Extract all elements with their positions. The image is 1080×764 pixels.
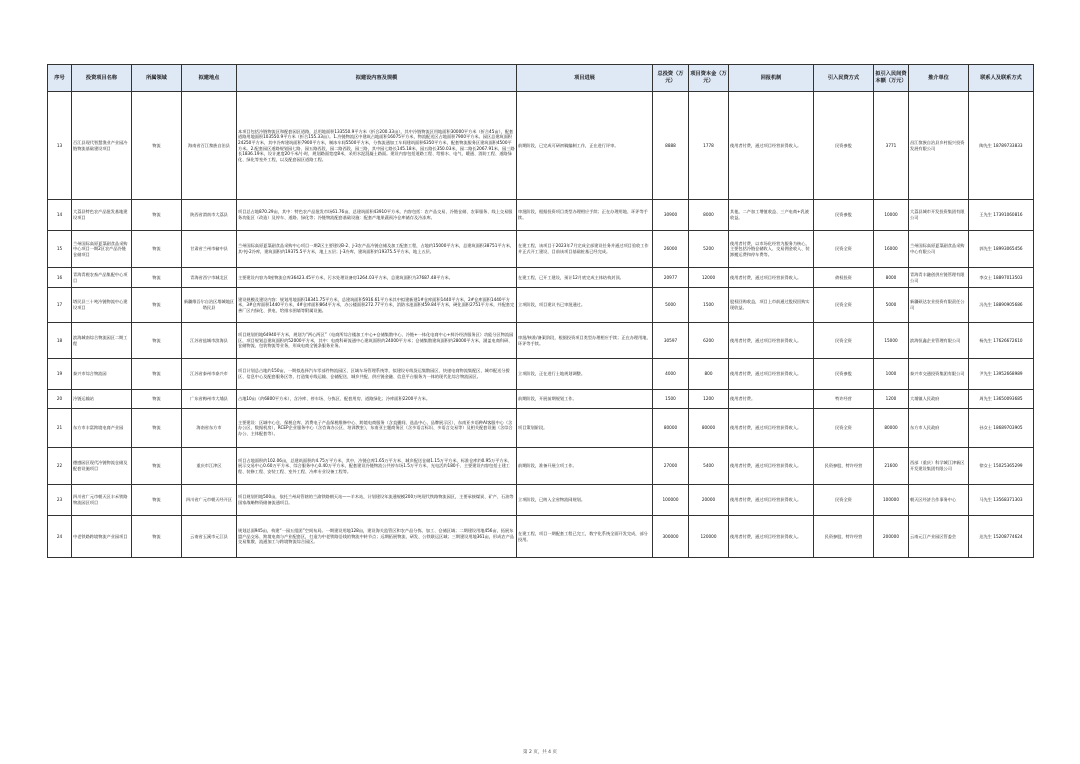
header-cell: 推介单位 bbox=[909, 65, 969, 92]
cell-promoter: 青海青丰融创供应链管理有限公司 bbox=[909, 268, 969, 288]
cell-capital: 8000 bbox=[689, 200, 729, 231]
cell-content: 主要建设内容为4座物流仓库36423.45平方米，污水处理设备房1264.03平方米，总建筑面积为37687.48平方米。 bbox=[237, 268, 517, 288]
cell-contact: 马先生 13568371303 bbox=[969, 485, 1034, 516]
cell-return: 股权回购收益，项目上市前通过股权回购实现收益。 bbox=[729, 288, 814, 323]
cell-location: 甘肃省兰州市榆中县 bbox=[182, 231, 237, 268]
cell-private: 21600 bbox=[874, 448, 909, 485]
table-row bbox=[48, 390, 1034, 409]
cell-field: 物流 bbox=[132, 92, 182, 200]
cell-capital: 20000 bbox=[689, 485, 729, 516]
cell-location: 四川省广元市朝天经开区 bbox=[182, 485, 237, 516]
cell-content: 项目规划用地64940平方米，规划为“两心两区”（电商所综合楼加工中心+仓储集散中心、冷链+一体化电商中心+鲜冷经济服务区）功能分区物流园区，项目规划总建筑面积约52000平方米，其中：电商科研流通中心建筑面积约24000平方米；仓储集散建筑面积约28000平方米，涵盖电商科研、仓储物流、包装物流等业务，形成电商全链条服务业务。 bbox=[237, 323, 517, 359]
cell-return: 其他，二产加工增值收益、三产电商+乳液收益。 bbox=[729, 200, 814, 231]
cell-name: 德感园区现代冷链物流仓储及配套设施项目 bbox=[72, 448, 132, 485]
table-row bbox=[48, 92, 1034, 200]
cell-return: 使用者付费，通过项目经营获得收入。 bbox=[729, 92, 814, 200]
cell-promoter: 西部（重庆）科学城江津新区开发建设集团有限公司 bbox=[909, 448, 969, 485]
cell-location: 海南省东方市 bbox=[182, 409, 237, 448]
cell-private: 100000 bbox=[874, 485, 909, 516]
cell-return: 使用者付费，通过项目经营获得收入。 bbox=[729, 516, 814, 558]
cell-name: 青海青税农畜产品集配中心项目 bbox=[72, 268, 132, 288]
header-cell: 项目资本金（万元） bbox=[689, 65, 729, 92]
cell-capital: 5200 bbox=[689, 231, 729, 268]
cell-progress: 审批/核准/备案阶段，根据投资项目类型办理相应手续；正在办理用地、环评等手续。 bbox=[517, 323, 653, 359]
cell-field: 物流 bbox=[132, 448, 182, 485]
cell-no: 22 bbox=[48, 448, 72, 485]
cell-promoter: 昌江黎族自治县乡村振兴投资发展有限公司 bbox=[909, 92, 969, 200]
cell-no: 17 bbox=[48, 288, 72, 323]
cell-no: 21 bbox=[48, 409, 72, 448]
cell-promoter: 兰州国际高原夏菜副食品采购中心有限公司 bbox=[909, 231, 969, 268]
cell-content: 项目计划总占地约150亩，一期拟选择汽车零部件物流园区、区域车场管理系统等，拟建设专线货运集散园区、快递电商物流集配区、城市配送分拨区、信息中心及配套服务区等，打造集专线运输、仓储配送、城乡共配、供应链金融、信息平台服务为一体的现代化综合物流园区。 bbox=[237, 359, 517, 390]
cell-contact: 李女士 18897013503 bbox=[969, 268, 1034, 288]
cell-no: 24 bbox=[48, 516, 72, 558]
cell-name: 百江县现代智慧渔业产业园冷链物流基础建设项目 bbox=[72, 92, 132, 200]
cell-content: 规划总面945亩，构建“一园五组团”空间布局。一期建设用地128亩，建设海关监管区和农产品分拣、加工、仓储区域；二期建设用地456亩，拓展东盟产品交易、跨境电商与产业配套区，打造为中老铁路沿线的物流中转节点；远期拓展物流、研发、公铁联运区域；三期建设用地361亩，形成农产品交易集散、流通加工与跨境物流综合园区。 bbox=[237, 516, 517, 558]
cell-total: 100000 bbox=[653, 485, 689, 516]
cell-progress: 立项阶段，正在进行土地规划调整。 bbox=[517, 359, 653, 390]
cell-contact: 尹先生 13952668989 bbox=[969, 359, 1034, 390]
cell-field: 物流 bbox=[132, 323, 182, 359]
cell-promoter: 新疆硕达农业投资有限责任公司 bbox=[909, 288, 969, 323]
cell-location: 青海省西宁市城北区 bbox=[182, 268, 237, 288]
cell-total: 26000 bbox=[653, 231, 689, 268]
cell-private: 16000 bbox=[874, 231, 909, 268]
cell-progress: 前期阶段，开展前期规划工作。 bbox=[517, 390, 653, 409]
cell-no: 23 bbox=[48, 485, 72, 516]
header-cell: 引入民资方式 bbox=[814, 65, 874, 92]
header-cell: 所属领域 bbox=[132, 65, 182, 92]
cell-mode: 债权投资 bbox=[814, 268, 874, 288]
cell-no: 13 bbox=[48, 92, 72, 200]
table-row bbox=[48, 448, 1034, 485]
header-cell: 拟引入民间资本额（万元） bbox=[874, 65, 909, 92]
cell-promoter: 大荔县城市开发投资集团有限公司 bbox=[909, 200, 969, 231]
cell-contact: 徐女士 15025365299 bbox=[969, 448, 1034, 485]
cell-progress: 前期阶段，已完成可研初稿编制工作，正在进行评审。 bbox=[517, 92, 653, 200]
cell-no: 14 bbox=[48, 200, 72, 231]
cell-progress: 立项阶段，已纳入全省物流网规划。 bbox=[517, 485, 653, 516]
cell-name: 塔民县三十吨冷链物流中心建设项目 bbox=[72, 288, 132, 323]
cell-contact: 杨先生 17626672610 bbox=[969, 323, 1034, 359]
cell-mode: 民资全资 bbox=[814, 288, 874, 323]
table-row bbox=[48, 288, 1034, 323]
cell-field: 物流 bbox=[132, 485, 182, 516]
header-cell: 联系人及联系方式 bbox=[969, 65, 1034, 92]
cell-return: 使用者付费，通过项目经营获得收入。 bbox=[729, 485, 814, 516]
cell-progress: 在建工程，已开工建设，预计12月底完成主体结构封顶。 bbox=[517, 268, 653, 288]
header-cell: 拟建设内容及规模 bbox=[237, 65, 517, 92]
cell-no: 18 bbox=[48, 323, 72, 359]
cell-mode: 民资参股 bbox=[814, 200, 874, 231]
cell-total: 8888 bbox=[653, 92, 689, 200]
cell-mode: 民资参股 bbox=[814, 359, 874, 390]
cell-name: 东方市丰富跨境电商产业园 bbox=[72, 409, 132, 448]
cell-content: 兰州国际高原夏菜副食品采购中心项目一期2区主要建设B-2、J-3农产品冷链仓储及加工配套工程，占地约15000平方米，总建筑面积38751平方米，其中J-2冷库，建筑面积约19375.5平方米，地上五层；J-3冷库，建筑面积约19375.5平方米，地上五层。 bbox=[237, 231, 517, 268]
cell-contact: 孙女士 18689703905 bbox=[969, 409, 1034, 448]
cell-progress: 审批阶段，根据投资项目类型办理相应手续；正在办理用地、环评等手续。 bbox=[517, 200, 653, 231]
cell-no: 20 bbox=[48, 390, 72, 409]
cell-location: 江苏省盐城市滨海县 bbox=[182, 323, 237, 359]
cell-name: 大荔县特色农产品批发基地建设项目 bbox=[72, 200, 132, 231]
header-cell: 项目进展 bbox=[517, 65, 653, 92]
cell-capital: 1778 bbox=[689, 92, 729, 200]
cell-capital: 120000 bbox=[689, 516, 729, 558]
cell-promoter: 东方市人民政府 bbox=[909, 409, 969, 448]
header-cell: 总投资（万元） bbox=[653, 65, 689, 92]
cell-mode: 民资参股、特许经营 bbox=[814, 516, 874, 558]
cell-content: 项目规划用地500亩，依托兰州局管辖的兰渝铁路朝天站——羊木站，计划建设年流通规模200万吨现代铁路物流园区，主要承接煤炭、矿产、石油等国家战略物资储备流通项目。 bbox=[237, 485, 517, 516]
table-row bbox=[48, 409, 1034, 448]
cell-name: 中老铁路跨境物流产业园项目 bbox=[72, 516, 132, 558]
table-row bbox=[48, 323, 1034, 359]
cell-private: 80000 bbox=[874, 409, 909, 448]
cell-field: 物流 bbox=[132, 268, 182, 288]
table-row bbox=[48, 231, 1034, 268]
cell-capital: 6200 bbox=[689, 323, 729, 359]
cell-total: 4000 bbox=[653, 359, 689, 390]
cell-field: 物流 bbox=[132, 231, 182, 268]
cell-total: 80000 bbox=[653, 409, 689, 448]
table-row bbox=[48, 359, 1034, 390]
table-row bbox=[48, 516, 1034, 558]
project-table bbox=[47, 64, 1034, 558]
cell-name: 滨海城南综合物流园区二期工程 bbox=[72, 323, 132, 359]
cell-return: 使用者付费，通过项目经营获得收入。 bbox=[729, 448, 814, 485]
header-cell: 序号 bbox=[48, 65, 72, 92]
cell-promoter: 滨海恒鑫企业管理有限公司 bbox=[909, 323, 969, 359]
cell-field: 物流 bbox=[132, 288, 182, 323]
cell-content: 项目总占地870.29亩，其中：特色农产品批发市场61.76亩，总建筑面积43910平方米，内容包括：农产品交易、冷链仓储、农事服务、线上交易服务功能区（改造）及停车、道路、绿化等；冷链物流配套基础设施：配套产地果蔬预冷仓库储存及冷冻库。 bbox=[237, 200, 517, 231]
cell-mode: 民资全资 bbox=[814, 485, 874, 516]
cell-name: 四川省广元市朝天区丰禾铁路物流园区项目 bbox=[72, 485, 132, 516]
cell-content: 本项目包括冷链物流区和配套园区道路，总用地面积133550.9平方米（折合200.33亩），其中冷链物流区用地面积30000平方米（折合45亩），配套道路用地面积103550.9平方米（折合155.33亩）。1.冷链物流区中建筑占地面积16075平方米，物流配送区占地面积7900平方米。园区总建筑面积24250平方米，其中冷库建筑面积7900平方米，制冰车间5500平方米，分拣流通加工车间建筑面积6350平方米，配套物流服务区建筑面积4500平方米。2.配套园区道路规划园七路、园五路西段、园二路西段、园三路，其中园七路长145.18米，园五路长350.03米，园二路长2067.91米，园三路长1836.19米，设计速度20千米/小时，规划路面宽度8米，采用水泥混凝土路面。建设内容包括道路工程、给排水、电气、暖通、消防工程、道路绿化、绿化等室外工程，以及配套园区道路工程。 bbox=[237, 92, 517, 200]
table-body bbox=[48, 92, 1034, 558]
table-row bbox=[48, 485, 1034, 516]
cell-capital: 1200 bbox=[689, 390, 729, 409]
cell-mode: 民资全资 bbox=[814, 323, 874, 359]
header-cell: 回报机制 bbox=[729, 65, 814, 92]
cell-contact: 陶先生 18789733833 bbox=[969, 92, 1034, 200]
cell-promoter: 大埔镇人民政府 bbox=[909, 390, 969, 409]
table-header bbox=[48, 65, 1034, 92]
cell-field: 物流 bbox=[132, 200, 182, 231]
cell-capital: 12000 bbox=[689, 268, 729, 288]
cell-location: 海南省百江黎族自治县 bbox=[182, 92, 237, 200]
cell-field: 物流 bbox=[132, 516, 182, 558]
cell-progress: 在建工程，项目一期配套工程已完工，数字化系统全面开发完成，部分投用。 bbox=[517, 516, 653, 558]
cell-contact: 周先生 13650093685 bbox=[969, 390, 1034, 409]
cell-location: 新疆维吾尔自治区塔城地区塔民县 bbox=[182, 288, 237, 323]
cell-location: 云南省玉溪市元江县 bbox=[182, 516, 237, 558]
cell-return: 使用者付费，以市场化经营为服务为核心，主要包括冷链仓储收入、交易佣金收入、装卸搬运费和停车费等。 bbox=[729, 231, 814, 268]
header-cell: 拟建地点 bbox=[182, 65, 237, 92]
cell-private: 15000 bbox=[874, 323, 909, 359]
cell-private: 10000 bbox=[874, 200, 909, 231]
cell-private: 200000 bbox=[874, 516, 909, 558]
cell-progress: 项目策划阶段。 bbox=[517, 409, 653, 448]
cell-private: 1200 bbox=[874, 390, 909, 409]
cell-total: 1500 bbox=[653, 390, 689, 409]
cell-name: 泰兴市综合物流园 bbox=[72, 359, 132, 390]
cell-return: 使用者付费，通过项目经营获得收入。 bbox=[729, 268, 814, 288]
cell-contact: 王先生 17391060816 bbox=[969, 200, 1034, 231]
cell-field: 物流 bbox=[132, 409, 182, 448]
cell-no: 19 bbox=[48, 359, 72, 390]
cell-private: 5000 bbox=[874, 288, 909, 323]
cell-mode: 特许经营 bbox=[814, 390, 874, 409]
table-row bbox=[48, 268, 1034, 288]
cell-capital: 1500 bbox=[689, 288, 729, 323]
cell-name: 冷链运输站 bbox=[72, 390, 132, 409]
cell-content: 项目占地面积约102.06亩，总建筑面积约4.75万平方米，其中，冷链仓库1.65万平方米、城乡配送仓储1.15万平方米、标准仓库约0.95万平方米、展示交易中心0.60万平方米、综合服务中心0.40万平方米，配套建设冷链物流公共停车场1.5万平方米、光电活约180千、主要建设内容包括土建工程、装修工程、安装工程、室外工程、冷库专业设备工程等。 bbox=[237, 448, 517, 485]
cell-promoter: 云南元江产业园区管委会 bbox=[909, 516, 969, 558]
cell-contact: 郭先生 18993065456 bbox=[969, 231, 1034, 268]
cell-field: 物流 bbox=[132, 359, 182, 390]
cell-return: 使用者付费，通过项目经营获得收入。 bbox=[729, 409, 814, 448]
cell-location: 陕西省渭南市大荔县 bbox=[182, 200, 237, 231]
cell-total: 30597 bbox=[653, 323, 689, 359]
cell-private: 8000 bbox=[874, 268, 909, 288]
cell-name: 兰州国际高原夏菜副食品采购中心项目一期2区农产品冷链仓储项目 bbox=[72, 231, 132, 268]
cell-return: 使用者付费。 bbox=[729, 390, 814, 409]
header-cell: 投资项目名称 bbox=[72, 65, 132, 92]
cell-contact: 冯先生 18890905686 bbox=[969, 288, 1034, 323]
cell-capital: 5400 bbox=[689, 448, 729, 485]
cell-progress: 在建工程，该项目于2023年7月完成全部建设任务并通过项目验收工作并正式开工建设，目前该项目基础桩基已经完成。 bbox=[517, 231, 653, 268]
cell-total: 20977 bbox=[653, 268, 689, 288]
cell-return: 使用者付费，通过项目经营获得收入。 bbox=[729, 323, 814, 359]
cell-no: 16 bbox=[48, 268, 72, 288]
cell-capital: 800 bbox=[689, 359, 729, 390]
cell-location: 重庆市江津区 bbox=[182, 448, 237, 485]
cell-capital: 80000 bbox=[689, 409, 729, 448]
cell-promoter: 朝天区经济合作事务中心 bbox=[909, 485, 969, 516]
page-number: 第 2 页，共 4 页 bbox=[523, 750, 557, 755]
cell-mode: 民资参股 bbox=[814, 92, 874, 200]
cell-contact: 达先生 15208774624 bbox=[969, 516, 1034, 558]
cell-location: 广东省梅州市大埔县 bbox=[182, 390, 237, 409]
cell-progress: 立项阶段，项目建议书已审批通过。 bbox=[517, 288, 653, 323]
cell-location: 江苏省泰州市泰兴市 bbox=[182, 359, 237, 390]
cell-mode: 民资全资 bbox=[814, 409, 874, 448]
cell-total: 27000 bbox=[653, 448, 689, 485]
cell-total: 300000 bbox=[653, 516, 689, 558]
cell-content: 主要建设：区域中心仓、保税仓库、消费电子产品保税维修中心、跨境电商服务（含直播间、选品中心、品牌展示区），东南亚多语种AI客服中心（含办公区、数据机房），RCEP企业服务中心（含咨询办公区、培训教室），东南亚主题商务区（含多语言标识、多语言交易等）及相关配套设施（含综合办公、主体配套等）。 bbox=[237, 409, 517, 448]
cell-promoter: 泰兴市交通投资集团有限公司 bbox=[909, 359, 969, 390]
cell-total: 5000 bbox=[653, 288, 689, 323]
table-row bbox=[48, 200, 1034, 231]
cell-progress: 前期阶段，准备开展立项工作。 bbox=[517, 448, 653, 485]
cell-mode: 民资参股、特许经营 bbox=[814, 448, 874, 485]
cell-return: 使用者付费，通过项目经营获得收入。 bbox=[729, 359, 814, 390]
cell-mode: 民资全资 bbox=[814, 231, 874, 268]
cell-content: 建设规模及建设内容：规划用地面积18341.75平方米，总建筑面积5916.61平方米其中拟建新建1#仓库面积1440平方米，2#仓库面积1440平方米，3#仓库面积1440平方米，4#仓库面积864平方米，办公楼面积272.77平方米，消防水池面积459.84平方米，硬化面积2751平方米，并配套完善厂区内绿化、供电、给排水围墙等附属设施。 bbox=[237, 288, 517, 323]
cell-no: 15 bbox=[48, 231, 72, 268]
cell-field: 物流 bbox=[132, 390, 182, 409]
cell-private: 3771 bbox=[874, 92, 909, 200]
cell-private: 1000 bbox=[874, 359, 909, 390]
cell-content: 占地10亩（约6800平方米），含冷库、停车场、分拣区、配套用房、道路绿化；冷库面积2200平方米。 bbox=[237, 390, 517, 409]
cell-total: 30900 bbox=[653, 200, 689, 231]
